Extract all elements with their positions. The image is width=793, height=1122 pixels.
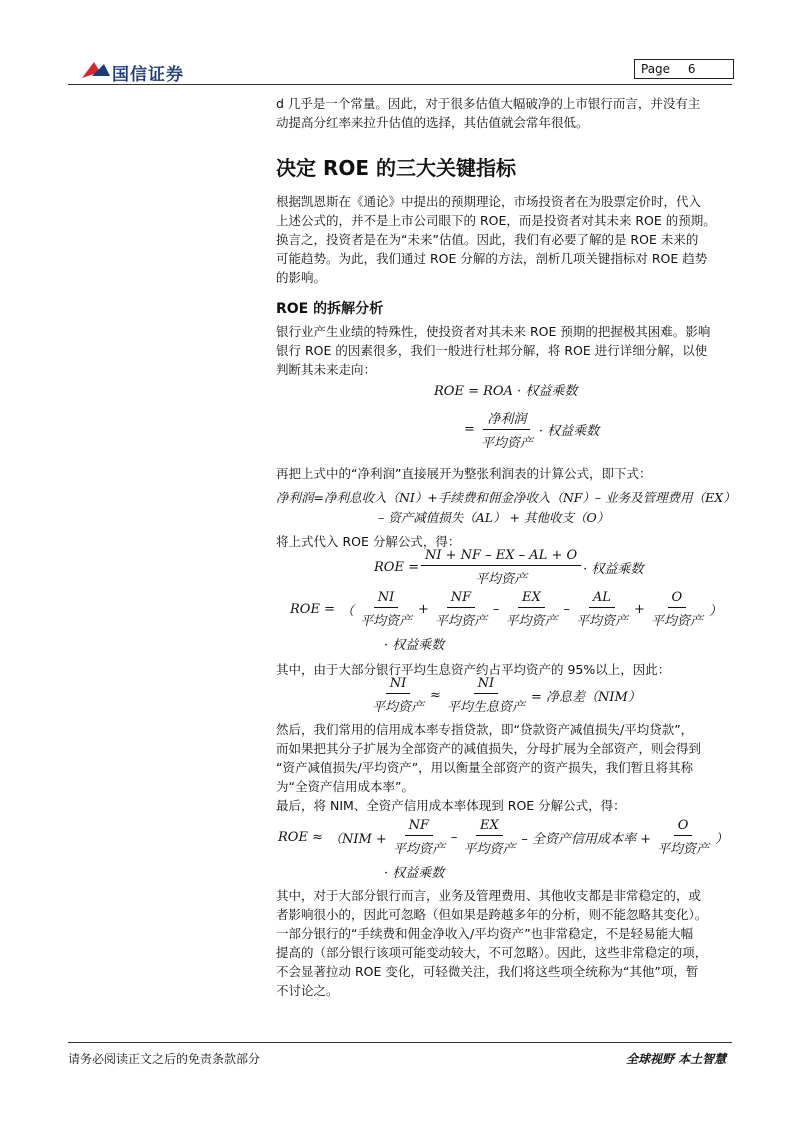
- term-op: +: [418, 602, 429, 617]
- numerator: EX: [476, 818, 503, 836]
- text-line: 而如果把其分子扩展为全部资产的减值损失，分母扩展为全部资产，则会得到: [276, 741, 702, 756]
- text-line: 换言之，投资者是在为“未来”估值。因此，我们有必要了解的是 ROE 未来的: [276, 232, 699, 247]
- approx-sign: ≈: [430, 688, 441, 703]
- text-line: 银行 ROE 的因素很多，我们一般进行杜邦分解，将 ROE 进行详细分解，以使: [276, 343, 708, 358]
- text-line: 为“全资产信用成本率”。: [276, 779, 414, 794]
- header-rule: [68, 84, 732, 85]
- paragraph-2: [276, 322, 732, 379]
- text-line: 上述公式的，并不是上市公司眼下的 ROE，而是投资者对其未来 ROE 的预期。: [276, 213, 716, 228]
- paragraph-6: [276, 720, 732, 815]
- text-line: 提高的（部分银行该项可能变动较大，不可忽略）。因此，这些非常稳定的项，: [276, 945, 708, 960]
- numerator: NI: [374, 590, 399, 608]
- text-line: 动提高分红率来拉升估值的选择，其估值就会常年很低。: [276, 115, 589, 130]
- equation-roe-final: [278, 818, 728, 857]
- close-paren: ）: [715, 832, 729, 847]
- numerator: O: [668, 590, 687, 608]
- denominator: 平均资产: [372, 700, 425, 715]
- page-number: 6: [687, 62, 696, 76]
- text-line: 一部分银行的“手续费和佣金净收入/平均资产”也非常稳定，不是轻易能大幅: [276, 926, 694, 941]
- text-line: 根据凯恩斯在《通论》中提出的预期理论，市场投资者在为股票定价时，代入: [276, 194, 702, 209]
- fraction: [647, 590, 707, 629]
- denominator: 平均资产: [359, 614, 412, 629]
- paragraph-3: 再把上式中的“净利润”直接展开为整张利润表的计算公式，即下式：: [276, 466, 652, 481]
- paragraph-5: 其中，由于大部分银行平均生息资产约占平均资产的 95%以上，因此：: [276, 662, 671, 677]
- denominator: 平均资产: [575, 614, 628, 629]
- fraction: [389, 818, 449, 857]
- page-indicator: [634, 59, 734, 79]
- denominator: 平均资产: [505, 614, 558, 629]
- numerator: NI: [474, 676, 499, 694]
- equation-tail: · 权益乘数: [538, 424, 600, 439]
- text-line: 然后，我们常用的信用成本率专指贷款，即“贷款资产减值损失/平均贷款”，: [276, 722, 694, 737]
- equation-nim: [366, 676, 641, 715]
- equation-roe-income-statement: [374, 548, 643, 587]
- denominator: 平均资产: [650, 614, 703, 629]
- fraction: [501, 590, 561, 629]
- equation-tail: = 净息差（NIM）: [530, 690, 641, 705]
- denominator: 平均资产: [657, 842, 710, 857]
- text-line: 判断其未来走向：: [276, 362, 377, 377]
- intro-paragraph: [276, 94, 732, 132]
- fraction: [459, 818, 519, 857]
- equation-tail: · 权益乘数: [384, 866, 445, 881]
- text-line: 者影响很小的，因此可忽略（但如果是跨越多年的分析，则不能忽略其变化）。: [276, 907, 708, 922]
- equals-sign: =: [464, 422, 475, 437]
- footer-disclaimer: 请务必阅读正文之后的免责条款部分: [68, 1052, 261, 1066]
- numerator: O: [674, 818, 693, 836]
- equation-lhs: ROE ≈: [278, 830, 323, 845]
- open-paren: （: [340, 604, 354, 619]
- text-line: d 几乎是一个常量。因此，对于很多估值大幅破净的上市银行而言，并没有主: [276, 96, 701, 111]
- paragraph-7: [276, 886, 732, 1000]
- denominator: 平均资产: [480, 436, 533, 451]
- denominator: 平均资产: [392, 842, 445, 857]
- numerator: NF: [447, 590, 475, 608]
- logo-mark-icon: [78, 58, 112, 82]
- fraction: [431, 590, 491, 629]
- term-op: –: [563, 602, 570, 617]
- fraction: [443, 676, 529, 715]
- numerator: EX: [518, 590, 545, 608]
- fraction: [477, 408, 537, 451]
- equation-net-profit-line2: – 资产减值损失（AL） + 其他收支（O）: [378, 510, 610, 525]
- equation-net-profit-line1: 净利润=净利息收入（NI）+手续费和佣金净收入（NF）– 业务及管理费用（EX）: [276, 490, 736, 505]
- text-line: 其中，对于大部分银行而言，业务及管理费用、其他收支都是非常稳定的，或: [276, 888, 702, 903]
- logo-text: 国信证券: [112, 65, 184, 85]
- text-line: 可能趋势。为此，我们通过 ROE 分解的方法，剖析几项关键指标对 ROE 趋势: [276, 251, 708, 266]
- numerator: 净利润: [483, 408, 530, 430]
- fraction: [572, 590, 632, 629]
- text-line: 不讨论之。: [276, 983, 339, 998]
- text-line: 的影响。: [276, 270, 327, 285]
- denominator: 平均资产: [463, 842, 516, 857]
- footer-rule: [68, 1042, 732, 1043]
- section-title: 决定 ROE 的三大关键指标: [276, 156, 516, 180]
- footer-slogan: 全球视野 本土智慧: [626, 1052, 727, 1066]
- denominator: 平均资产: [475, 572, 528, 587]
- fraction: [421, 548, 581, 587]
- subsection-title: ROE 的拆解分析: [276, 301, 384, 317]
- page-label: Page: [641, 62, 671, 76]
- numerator: AL: [589, 590, 615, 608]
- term-op: +: [633, 602, 645, 617]
- numerator: NI + NF – EX – AL + O: [421, 548, 581, 566]
- term-op: –: [450, 830, 458, 845]
- text-line: 最后，将 NIM、全资产信用成本率体现到 ROE 分解公式，得：: [276, 798, 626, 813]
- equation-roe-split: [290, 590, 722, 629]
- text-line: 银行业产生业绩的特殊性，使投资者对其未来 ROE 预期的把握极其困难。影响: [276, 324, 711, 339]
- fraction: [653, 818, 713, 857]
- close-paren: ）: [708, 604, 722, 619]
- equation-roe-dupont: ROE = ROA · 权益乘数: [434, 384, 578, 399]
- equation-lhs: ROE =: [374, 560, 419, 575]
- denominator: 平均生息资产: [446, 700, 525, 715]
- text-line: 不会显著拉动 ROE 变化，可轻微关注，我们将这些项全统称为“其他”项，暂: [276, 964, 699, 979]
- equation-lhs: ROE =: [290, 602, 335, 617]
- paragraph-1: [276, 192, 732, 287]
- equation-tail: · 权益乘数: [384, 638, 445, 653]
- open-paren: （NIM +: [328, 832, 387, 847]
- term-op: –: [492, 602, 500, 617]
- numerator: NI: [386, 676, 411, 694]
- equation-roe-expanded: [464, 408, 599, 451]
- paragraph-4: 将上式代入 ROE 分解公式，得：: [276, 534, 461, 549]
- equation-middle: – 全资产信用成本率 +: [521, 832, 652, 847]
- fraction: [368, 676, 428, 715]
- text-line: “资产减值损失/平均资产”，用以衡量全部资产的资产损失，我们暂且将其称: [276, 760, 694, 775]
- fraction: [356, 590, 416, 629]
- numerator: NF: [405, 818, 433, 836]
- equation-tail: · 权益乘数: [583, 562, 644, 577]
- denominator: 平均资产: [434, 614, 487, 629]
